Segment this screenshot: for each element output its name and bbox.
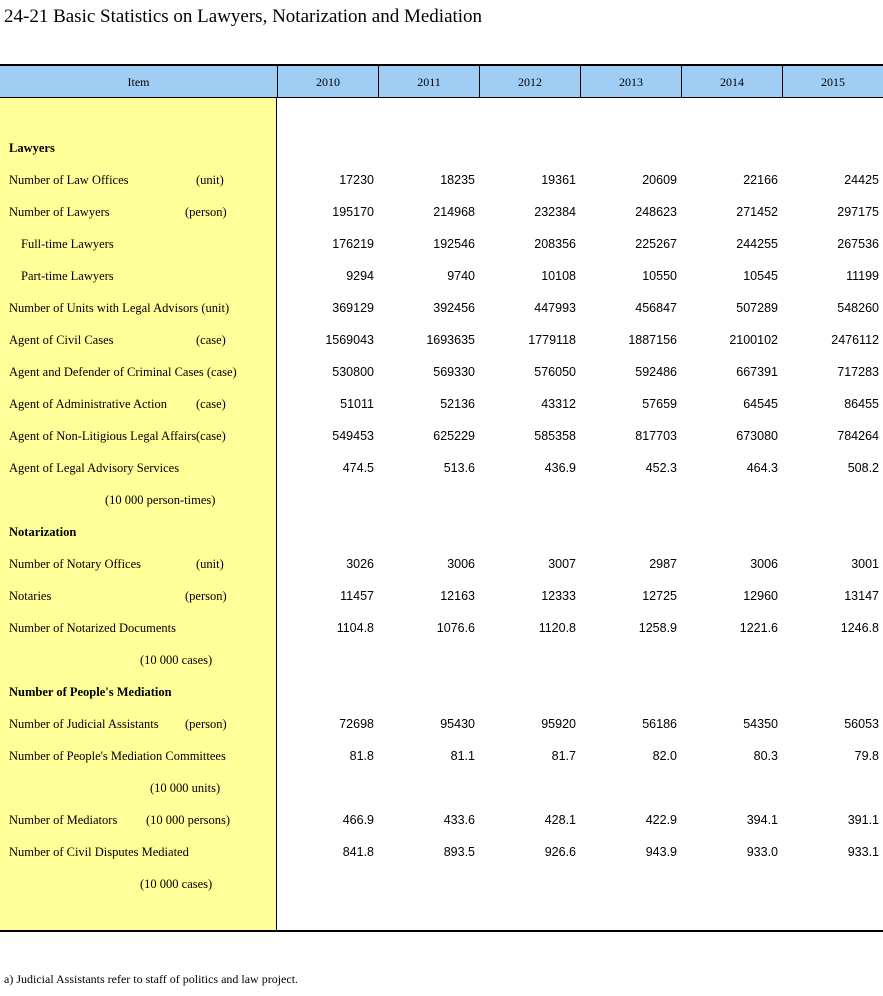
table-row (0, 228, 883, 260)
table-header (0, 64, 883, 98)
row-unit: (case) (196, 429, 226, 443)
cell-2013: 225267 (635, 237, 677, 251)
cell-2014: 80.3 (753, 749, 778, 763)
table-row (0, 836, 883, 868)
cell-2011: 192546 (433, 237, 475, 251)
cell-2014: 54350 (743, 717, 778, 731)
cell-2011: 95430 (440, 717, 475, 731)
cell-2014: 10545 (743, 269, 778, 283)
cell-2012: 232384 (534, 205, 576, 219)
cell-2011: 893.5 (443, 845, 475, 859)
table-row (0, 260, 883, 292)
cell-2013: 943.9 (645, 845, 677, 859)
row-unit: (unit) (196, 557, 224, 571)
table-row (0, 388, 883, 420)
cell-2015: 24425 (844, 173, 879, 187)
cell-2013: 82.0 (652, 749, 677, 763)
table-row (0, 164, 883, 196)
cell-2014: 673080 (736, 429, 778, 443)
cell-2011: 625229 (433, 429, 475, 443)
row-label: Full-time Lawyers (21, 237, 114, 251)
cell-2015: 297175 (837, 205, 879, 219)
cell-2013: 56186 (642, 717, 677, 731)
cell-2014: 12960 (743, 589, 778, 603)
cell-2010: 195170 (332, 205, 374, 219)
cell-2013: 452.3 (645, 461, 677, 475)
unit-label: (10 000 cases) (140, 653, 213, 667)
cell-2015: 3001 (851, 557, 879, 571)
header-year-2015: 2015 (782, 66, 883, 98)
cell-2011: 18235 (440, 173, 475, 187)
header-year-2012: 2012 (479, 66, 580, 98)
table-row (0, 324, 883, 356)
cell-2013: 248623 (635, 205, 677, 219)
row-unit: (case) (196, 333, 226, 347)
table-row (0, 292, 883, 324)
cell-2010: 841.8 (342, 845, 374, 859)
cell-2014: 667391 (736, 365, 778, 379)
row-unit: (person) (185, 717, 227, 731)
unit-row (0, 484, 883, 516)
cell-2011: 433.6 (443, 813, 475, 827)
header-year-2011: 2011 (378, 66, 479, 98)
row-unit: (person) (185, 205, 227, 219)
cell-2015: 11199 (846, 269, 879, 283)
table-row (0, 196, 883, 228)
cell-2015: 267536 (837, 237, 879, 251)
cell-2010: 72698 (339, 717, 374, 731)
cell-2014: 2100102 (729, 333, 778, 347)
header-year-2014: 2014 (681, 66, 782, 98)
table-row (0, 612, 883, 644)
row-label: Part-time Lawyers (21, 269, 114, 283)
section-row (0, 676, 883, 708)
table-bottom-rule (0, 930, 883, 932)
cell-2012: 10108 (541, 269, 576, 283)
cell-2012: 436.9 (544, 461, 576, 475)
row-label: Number of Notary Offices (9, 557, 142, 571)
table-row (0, 420, 883, 452)
section-row (0, 516, 883, 548)
cell-2010: 51011 (340, 397, 374, 411)
row-label: Number of Units with Legal Advisors (unit) (9, 301, 230, 315)
cell-2012: 95920 (541, 717, 576, 731)
cell-2013: 1258.9 (638, 621, 677, 635)
row-label: Number of Law Offices (9, 173, 129, 187)
cell-2011: 3006 (447, 557, 475, 571)
table-row (0, 452, 883, 484)
cell-2012: 926.6 (544, 845, 576, 859)
cell-2012: 81.7 (551, 749, 576, 763)
cell-2010: 1569043 (325, 333, 374, 347)
cell-2012: 208356 (534, 237, 576, 251)
cell-2010: 466.9 (342, 813, 374, 827)
cell-2015: 1246.8 (840, 621, 879, 635)
cell-2015: 717283 (837, 365, 879, 379)
row-label: Agent of Non-Litigious Legal Affairs (9, 429, 197, 443)
cell-2013: 10550 (642, 269, 677, 283)
cell-2014: 244255 (736, 237, 778, 251)
cell-2014: 22166 (743, 173, 778, 187)
cell-2010: 3026 (346, 557, 374, 571)
cell-2011: 214968 (433, 205, 475, 219)
cell-2010: 369129 (332, 301, 374, 315)
footnote: a) Judicial Assistants refer to staff of politics and law project. (4, 972, 299, 986)
cell-2013: 592486 (635, 365, 677, 379)
unit-row (0, 772, 883, 804)
row-label: Number of Civil Disputes Mediated (9, 845, 189, 859)
cell-2010: 530800 (332, 365, 374, 379)
table-row (0, 580, 883, 612)
cell-2010: 474.5 (342, 461, 374, 475)
cell-2014: 1221.6 (739, 621, 778, 635)
unit-label: (10 000 units) (150, 781, 221, 795)
cell-2013: 20609 (642, 173, 677, 187)
row-label: Number of Judicial Assistants (9, 717, 159, 731)
row-label: Number of Notarized Documents (9, 621, 176, 635)
unit-label: (10 000 cases) (140, 877, 213, 891)
cell-2011: 9740 (447, 269, 475, 283)
cell-2010: 11457 (340, 589, 374, 603)
cell-2014: 64545 (743, 397, 778, 411)
cell-2015: 933.1 (847, 845, 879, 859)
header-year-2013: 2013 (580, 66, 681, 98)
cell-2015: 508.2 (847, 461, 879, 475)
table-row (0, 356, 883, 388)
table-row (0, 740, 883, 772)
cell-2012: 428.1 (544, 813, 576, 827)
header-item: Item (127, 75, 150, 89)
row-unit: (case) (196, 397, 226, 411)
row-label: Agent of Legal Advisory Services (9, 461, 180, 475)
cell-2012: 3007 (548, 557, 576, 571)
row-unit: (person) (185, 589, 227, 603)
table-row (0, 804, 883, 836)
cell-2015: 13147 (844, 589, 879, 603)
cell-2010: 1104.8 (336, 621, 374, 635)
cell-2015: 56053 (844, 717, 879, 731)
cell-2013: 817703 (635, 429, 677, 443)
cell-2014: 933.0 (746, 845, 778, 859)
unit-label: (10 000 person-times) (105, 493, 216, 507)
cell-2011: 81.1 (450, 749, 475, 763)
cell-2013: 57659 (642, 397, 677, 411)
row-label: Notaries (9, 589, 52, 603)
cell-2015: 548260 (837, 301, 879, 315)
row-label: Agent of Administrative Action (9, 397, 167, 411)
section-row (0, 132, 883, 164)
cell-2013: 422.9 (645, 813, 677, 827)
row-label: Number of Mediators (9, 813, 118, 827)
cell-2012: 447993 (534, 301, 576, 315)
header-year-2010: 2010 (277, 66, 378, 98)
cell-2014: 271452 (736, 205, 778, 219)
section-label: Lawyers (9, 141, 55, 155)
unit-row (0, 868, 883, 900)
cell-2011: 569330 (433, 365, 475, 379)
cell-2015: 391.1 (847, 813, 879, 827)
cell-2010: 549453 (332, 429, 374, 443)
cell-2010: 81.8 (349, 749, 374, 763)
row-label: Agent of Civil Cases (9, 333, 114, 347)
section-label: Notarization (9, 525, 77, 539)
unit-row (0, 644, 883, 676)
cell-2014: 3006 (750, 557, 778, 571)
cell-2012: 43312 (541, 397, 576, 411)
table-row (0, 708, 883, 740)
cell-2013: 456847 (635, 301, 677, 315)
cell-2010: 9294 (346, 269, 374, 283)
cell-2012: 585358 (534, 429, 576, 443)
table-row (0, 548, 883, 580)
cell-2013: 12725 (642, 589, 677, 603)
cell-2013: 1887156 (628, 333, 677, 347)
row-label: Agent and Defender of Criminal Cases (case) (9, 365, 237, 379)
row-label: Number of People's Mediation Committees (9, 749, 226, 763)
cell-2011: 392456 (433, 301, 475, 315)
row-unit: (unit) (196, 173, 224, 187)
cell-2012: 1120.8 (538, 621, 576, 635)
cell-2011: 12163 (440, 589, 475, 603)
cell-2014: 464.3 (746, 461, 778, 475)
page-title: 24-21 Basic Statistics on Lawyers, Notarization and Mediation (4, 6, 483, 27)
cell-2010: 17230 (339, 173, 374, 187)
section-label: Number of People's Mediation (9, 685, 172, 699)
cell-2013: 2987 (649, 557, 677, 571)
cell-2015: 2476112 (831, 333, 879, 347)
cell-2012: 19361 (541, 173, 576, 187)
cell-2015: 784264 (837, 429, 879, 443)
cell-2011: 1693635 (426, 333, 475, 347)
cell-2012: 12333 (541, 589, 576, 603)
cell-2011: 513.6 (443, 461, 475, 475)
cell-2011: 1076.6 (436, 621, 475, 635)
row-unit: (10 000 persons) (146, 813, 231, 827)
cell-2015: 86455 (844, 397, 879, 411)
cell-2010: 176219 (332, 237, 374, 251)
cell-2011: 52136 (440, 397, 475, 411)
cell-2014: 507289 (736, 301, 778, 315)
cell-2015: 79.8 (854, 749, 879, 763)
row-label: Number of Lawyers (9, 205, 110, 219)
cell-2012: 1779118 (528, 333, 576, 347)
cell-2012: 576050 (534, 365, 576, 379)
cell-2014: 394.1 (746, 813, 778, 827)
